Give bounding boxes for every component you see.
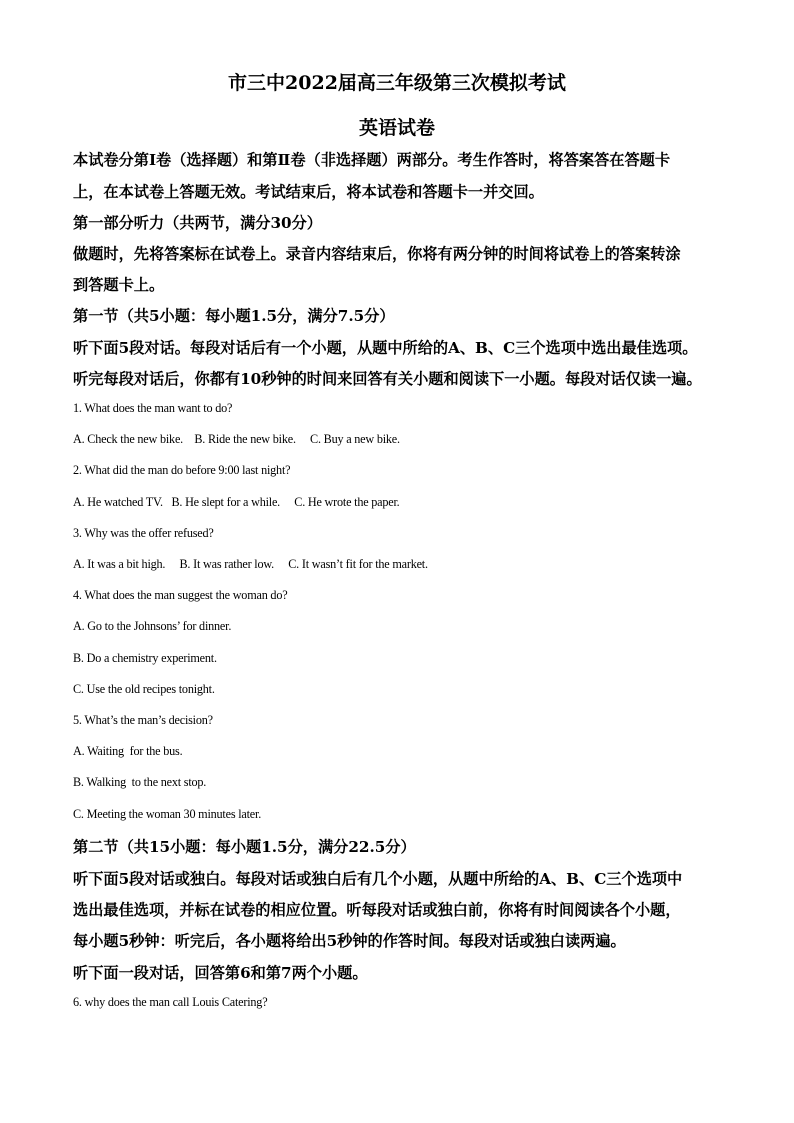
- question-6: 6. why does the man call Louis Catering?: [73, 995, 268, 1009]
- section1-heading: 第一节（共5小题：每小题1.5分，满分7.5分）: [73, 307, 395, 325]
- question-2-options: A. He watched TV. B. He slept for a while. C. He wrote the paper.: [73, 495, 400, 509]
- section2-heading: 第二节（共15小题：每小题1.5分，满分22.5分）: [73, 838, 416, 856]
- exam-title: 市三中2022届高三年级第三次模拟考试: [228, 72, 566, 94]
- question-5-option-a: A. Waiting for the bus.: [73, 744, 183, 758]
- question-5-option-b: B. Walking to the next stop.: [73, 775, 207, 789]
- question-1-options: A. Check the new bike. B. Ride the new bike. C. Buy a new bike.: [73, 432, 400, 446]
- section2-directions-line-2: 选出最佳选项，并标在试卷的相应位置。听每段对话或独白前，你将有时间阅读各个小题，: [73, 901, 681, 919]
- question-4: 4. What does the man suggest the woman do?: [73, 588, 288, 602]
- section2-prompt: 听下面一段对话，回答第6和第7两个小题。: [73, 964, 368, 982]
- instructions-line-2: 上，在本试卷上答题无效。考试结束后，将本试卷和答题卡一并交回。: [73, 183, 544, 201]
- section2-directions-line-3: 每小题5秒钟：听完后，各小题将给出5秒钟的作答时间。每段对话或独白读两遍。: [73, 932, 626, 950]
- question-1: 1. What does the man want to do?: [73, 401, 233, 415]
- part1-note-line-2: 到答题卡上。: [73, 276, 165, 294]
- question-2: 2. What did the man do before 9:00 last night?: [73, 463, 291, 477]
- section1-directions-line-1: 听下面5段对话。每段对话后有一个小题，从题中所给的A、B、C三个选项中选出最佳选项。: [73, 339, 698, 357]
- question-4-option-a: A. Go to the Johnsons’ for dinner.: [73, 619, 232, 633]
- question-3-options: A. It was a bit high. B. It was rather low. C. It wasn’t fit for the market.: [73, 557, 428, 571]
- question-4-option-b: B. Do a chemistry experiment.: [73, 651, 217, 665]
- instructions-line-1: 本试卷分第Ⅰ卷（选择题）和第Ⅱ卷（非选择题）两部分。考生作答时，将答案答在答题卡: [73, 151, 671, 169]
- part1-note-line-1: 做题时，先将答案标在试卷上。录音内容结束后，你将有两分钟的时间将试卷上的答案转涂: [73, 245, 681, 263]
- question-4-option-c: C. Use the old recipes tonight.: [73, 682, 215, 696]
- question-5: 5. What’s the man’s decision?: [73, 713, 213, 727]
- question-3: 3. Why was the offer refused?: [73, 526, 214, 540]
- question-5-option-c: C. Meeting the woman 30 minutes later.: [73, 807, 262, 821]
- exam-subtitle: 英语试卷: [358, 117, 435, 139]
- part1-heading: 第一部分听力（共两节，满分30分）: [73, 214, 322, 232]
- section2-directions-line-1: 听下面5段对话或独白。每段对话或独白后有几个小题，从题中所给的A、B、C三个选项中: [73, 870, 683, 888]
- section1-directions-line-2: 听完每段对话后，你都有10秒钟的时间来回答有关小题和阅读下一小题。每段对话仅读一遍。: [73, 370, 702, 388]
